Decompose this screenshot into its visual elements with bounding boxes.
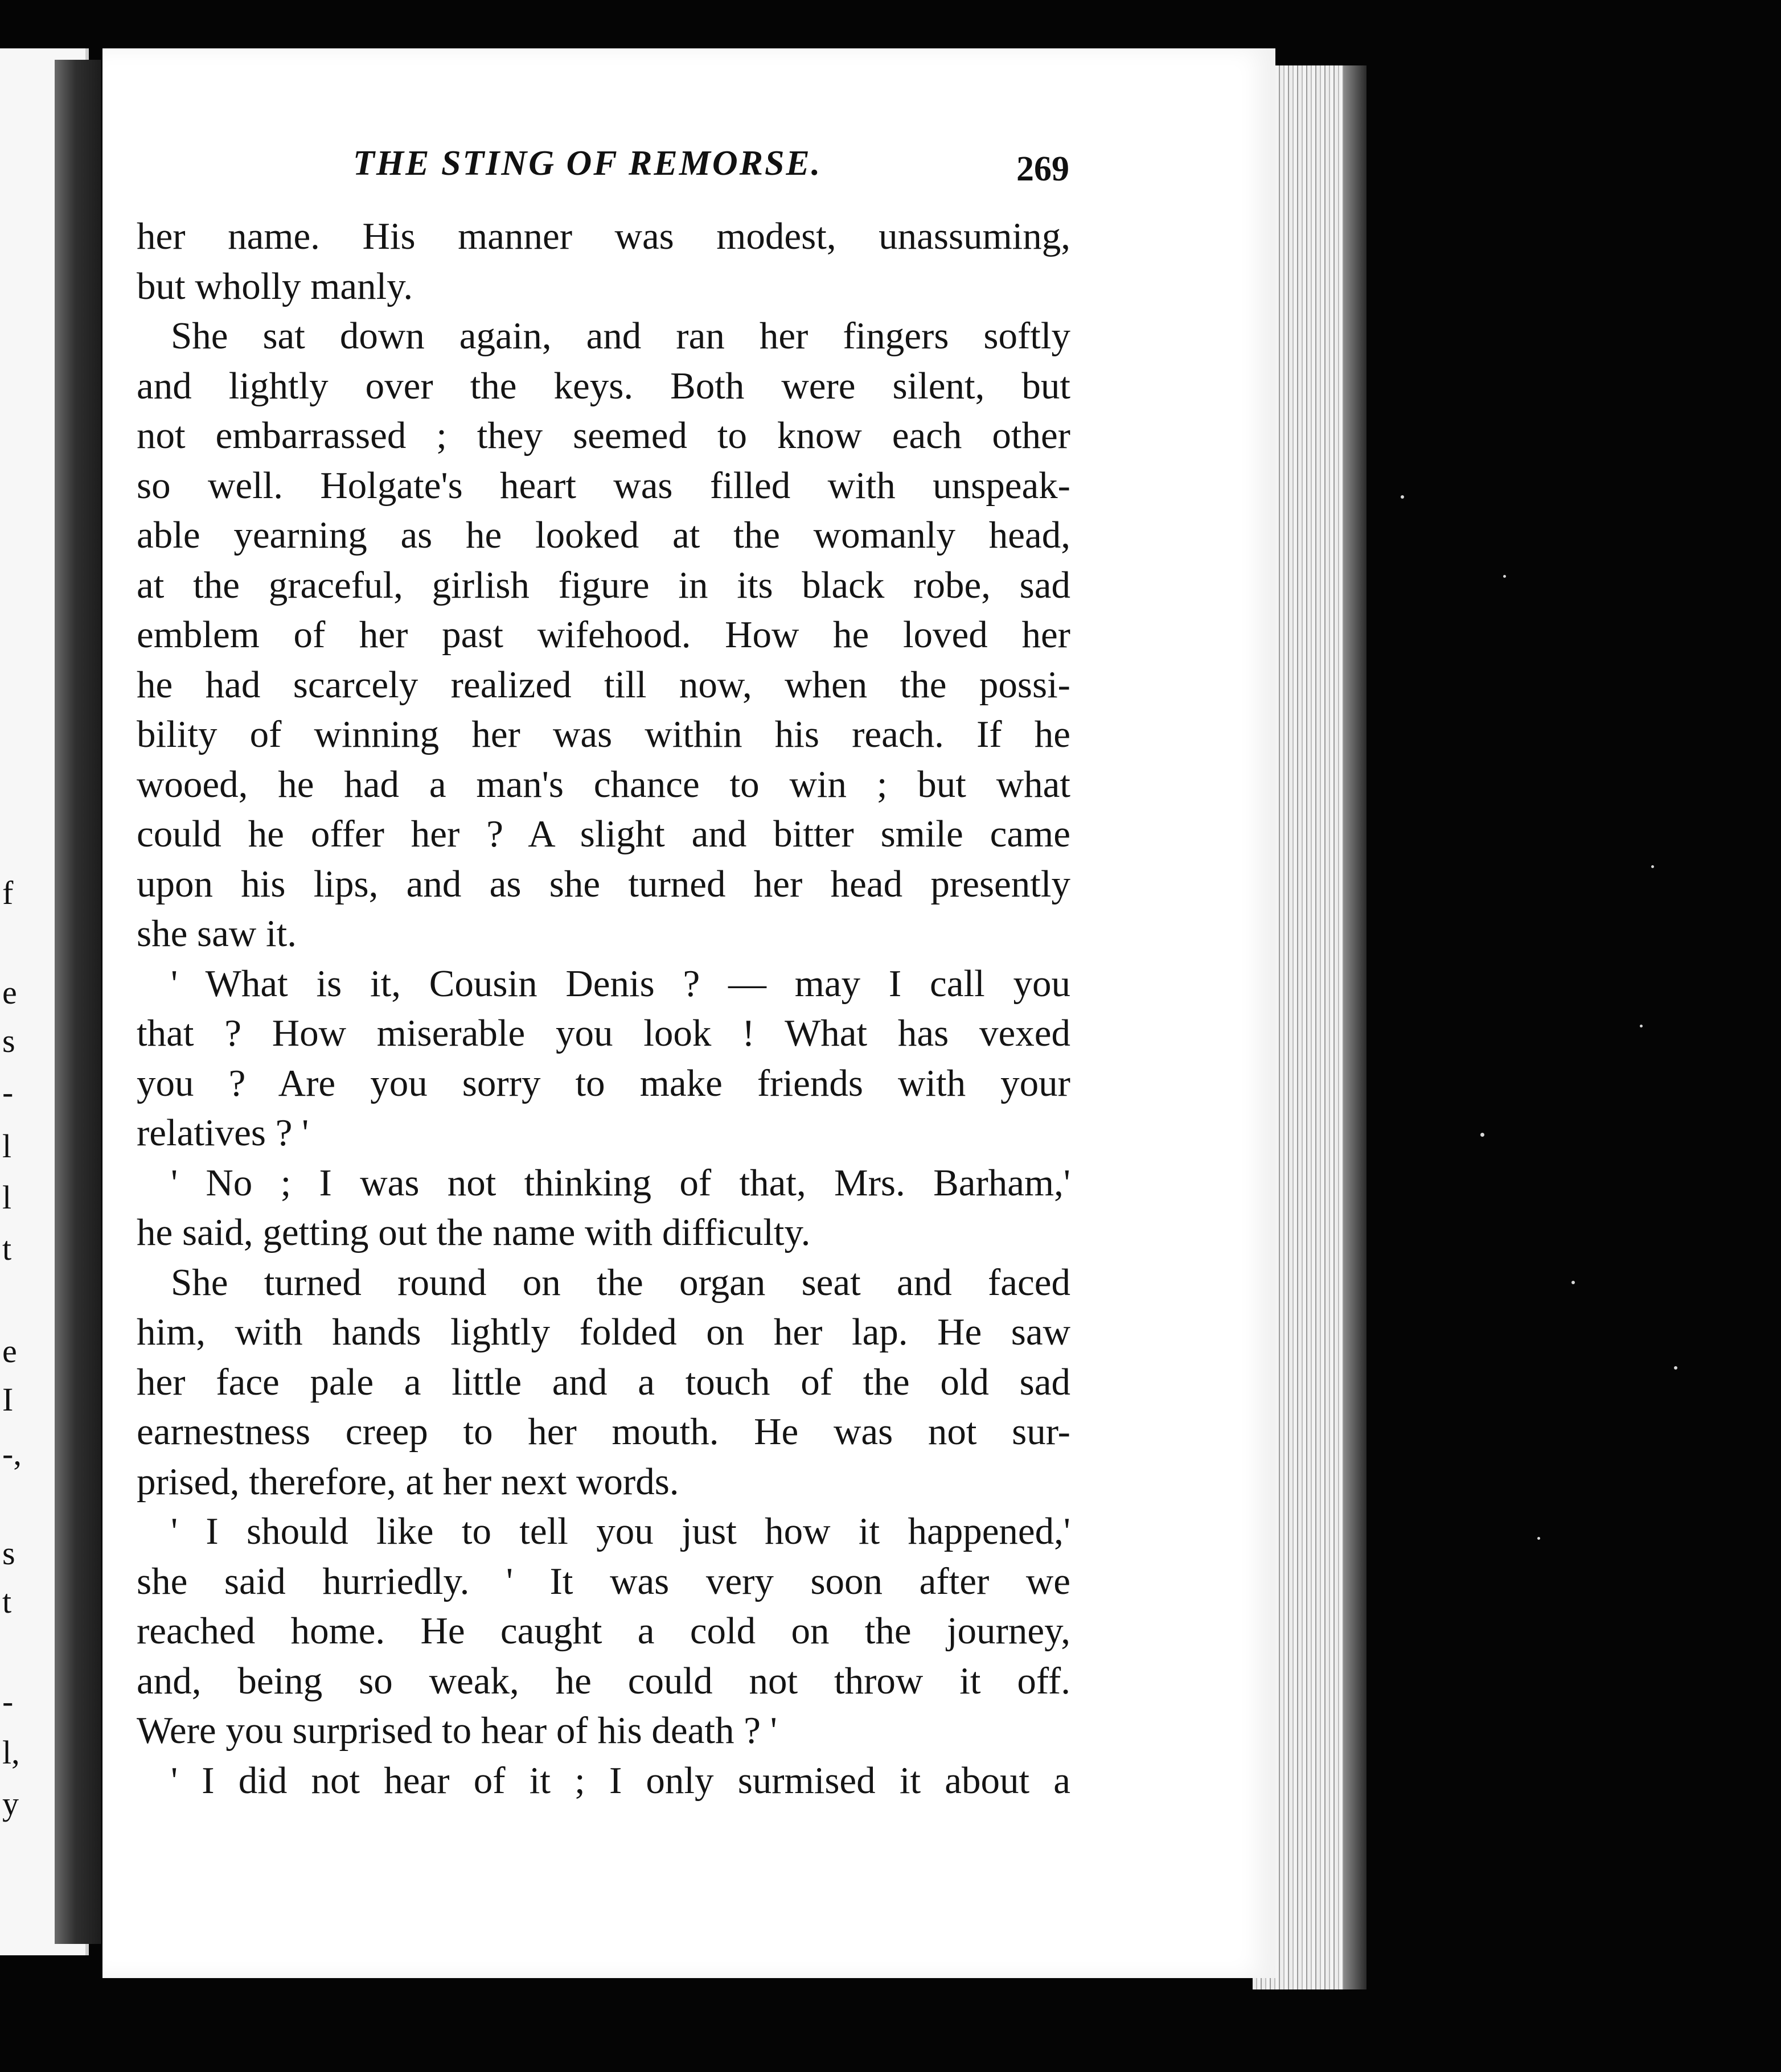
text-line: so well. Holgate's heart was filled with unspeak- [137, 464, 1070, 507]
previous-page-fragment: t [2, 1583, 12, 1620]
text-line: he said, getting out the name with difficulty. [137, 1211, 811, 1253]
previous-page-fragment: I [2, 1381, 14, 1418]
previous-page-fragment: l [2, 1128, 12, 1165]
text-line: relatives ? ' [137, 1112, 309, 1154]
text-line: her face pale a little and a touch of the old sad [137, 1360, 1070, 1403]
running-title: THE STING OF REMORSE. [353, 144, 822, 183]
page-number: 269 [1016, 150, 1069, 188]
text-line: ' I did not hear of it ; I only surmised it about a [171, 1759, 1070, 1802]
text-line: ' I should like to tell you just how it happened,' [171, 1510, 1070, 1552]
text-line: she saw it. [137, 912, 297, 955]
text-line: emblem of her past wifehood. How he loved her [137, 614, 1070, 656]
text-line: not embarrassed ; they seemed to know each other [137, 414, 1070, 457]
previous-page-fragment: - [2, 1683, 14, 1720]
text-line: him, with hands lightly folded on her lap. He saw [137, 1311, 1070, 1353]
text-line: earnestness creep to her mouth. He was not sur- [137, 1411, 1070, 1453]
previous-page-text-fragments [0, 0, 23, 2072]
text-line: She sat down again, and ran her fingers softly [171, 315, 1070, 357]
text-line: prised, therefore, at her next words. [137, 1460, 679, 1503]
text-line: upon his lips, and as she turned her head presently [137, 862, 1070, 905]
previous-page-fragment: s [2, 1022, 15, 1059]
text-line: She turned round on the organ seat and faced [171, 1261, 1070, 1304]
text-line: Were you surprised to hear of his death ? ' [137, 1709, 777, 1752]
previous-page-fragment: - [2, 1074, 14, 1111]
previous-page-fragment: t [2, 1230, 12, 1267]
body-text [137, 212, 1070, 1806]
book-gutter [55, 60, 101, 1944]
text-line: that ? How miserable you look ! What has vexed [137, 1012, 1070, 1054]
text-line: and lightly over the keys. Both were silent, but [137, 364, 1070, 407]
previous-page-fragment: e [2, 1333, 17, 1370]
text-line: able yearning as he looked at the womanly head, [137, 514, 1070, 556]
text-line: could he offer her ? A slight and bitter smile came [137, 813, 1070, 855]
text-line: ' No ; I was not thinking of that, Mrs. Barham,' [171, 1161, 1070, 1204]
page-block-shadow [1344, 65, 1366, 1989]
page-header [239, 132, 1093, 189]
text-line: but wholly manly. [137, 265, 413, 307]
text-line: bility of winning her was within his reach. If he [137, 713, 1070, 755]
text-line: he had scarcely realized till now, when the possi- [137, 663, 1070, 706]
text-line: you ? Are you sorry to make friends with your [137, 1062, 1070, 1104]
previous-page-fragment: s [2, 1535, 15, 1572]
previous-page-fragment: l [2, 1179, 12, 1216]
text-line: ' What is it, Cousin Denis ? — may I call you [171, 962, 1070, 1005]
previous-page-fragment: f [2, 874, 14, 911]
previous-page-fragment: l, [2, 1734, 20, 1771]
text-line: wooed, he had a man's chance to win ; but what [137, 763, 1070, 805]
previous-page-fragment: y [2, 1785, 19, 1822]
text-line: at the graceful, girlish figure in its black robe, sad [137, 564, 1070, 606]
text-line: she said hurriedly. ' It was very soon after we [137, 1560, 1070, 1602]
text-line: and, being so weak, he could not throw it off. [137, 1659, 1070, 1702]
previous-page-fragment: e [2, 974, 17, 1011]
text-line: reached home. He caught a cold on the journey, [137, 1610, 1070, 1652]
previous-page-fragment: -, [2, 1435, 22, 1472]
text-line: her name. His manner was modest, unassuming, [137, 215, 1070, 257]
